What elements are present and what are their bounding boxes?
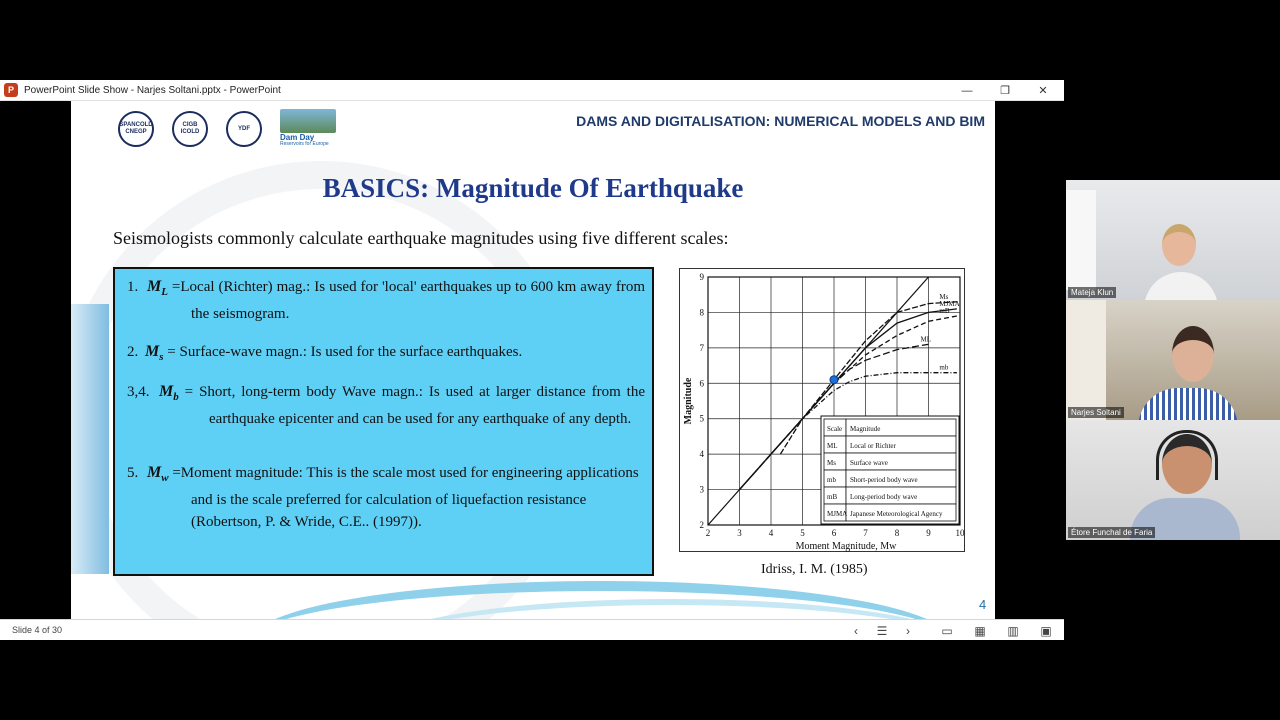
- chart-x-tick-label: 6: [831, 528, 837, 538]
- chart-series-label: mb: [939, 363, 949, 372]
- chart-y-tick-label: 4: [699, 449, 704, 460]
- scale-symbol: $M_L$: [147, 278, 168, 299]
- shelf-background: [1066, 300, 1106, 420]
- chart-y-tick-label: 8: [699, 307, 704, 318]
- slide-subtitle: Seismologists commonly calculate earthquake magnitudes using five different scales:: [113, 228, 729, 248]
- minimize-button[interactable]: —: [961, 84, 973, 97]
- reading-view-button[interactable]: ▥: [1007, 623, 1019, 638]
- scale-text: =Moment magnitude: This is the scale most used for engineering applications and is the scale preferred for calculation of liquefaction resistance (Robertson, P. & Wride, C.E.. (1997)).: [168, 465, 639, 531]
- chart-legend-magnitude: Japanese Meteorological Agency: [850, 510, 943, 518]
- scale-text: = Short, long-term body Wave magn.: Is used at larger distance from the earthquake epicenter and can be used for any earthquake of any depth.: [178, 384, 645, 428]
- powerpoint-window: [0, 80, 1064, 640]
- chart-y-label: Magnitude: [683, 377, 694, 425]
- title-bar: [0, 80, 1064, 101]
- damday-label: Dam Day: [280, 133, 315, 142]
- scale-text: =Local (Richter) mag.: Is used for 'local' earthquakes up to 600 km away from the seismogram.: [167, 279, 645, 323]
- slide-area: [0, 101, 1064, 619]
- chart-series-label: mB: [939, 306, 950, 315]
- chart-cursor-marker: [830, 376, 838, 384]
- logo-spancold: SPANCOLD CNEGP: [118, 111, 154, 147]
- scale-symbol: $M_s$: [145, 343, 164, 364]
- scale-symbol: $M_b$: [159, 383, 179, 404]
- participant-name: Étore Funchal de Faria: [1068, 527, 1155, 538]
- chart-y-tick-label: 5: [699, 413, 704, 424]
- damday-sub: Reservoirs for Europe: [280, 141, 329, 147]
- window-background: [1066, 190, 1096, 290]
- chart-y-tick-label: 7: [699, 342, 704, 353]
- scale-item: [127, 276, 645, 325]
- chart-y-tick-label: 6: [699, 378, 704, 389]
- chart-y-tick-label: 9: [699, 272, 704, 282]
- chart-legend-magnitude: Short-period body wave: [850, 476, 918, 484]
- magnitude-scales-box: [113, 267, 654, 576]
- magnitude-chart: [679, 268, 965, 552]
- restore-button[interactable]: ❐: [1000, 85, 1010, 97]
- scale-item: [127, 381, 645, 430]
- logo-ydf: YDF: [226, 111, 262, 147]
- participant-tile[interactable]: [1066, 180, 1280, 300]
- chart-x-tick-label: 9: [926, 528, 931, 538]
- close-button[interactable]: ✕: [1038, 85, 1048, 97]
- chart-series-label: MJMA: [939, 299, 960, 308]
- chart-x-tick-label: 7: [863, 528, 868, 538]
- damday-image: [280, 109, 336, 133]
- slide-sorter-view-button[interactable]: ▦: [974, 623, 986, 638]
- page-number: 4: [979, 597, 987, 612]
- previous-slide-button[interactable]: ‹: [854, 623, 858, 638]
- chart-legend-scale: mb: [827, 476, 836, 484]
- slide[interactable]: [71, 101, 995, 619]
- window-title: PowerPoint Slide Show - Narjes Soltani.pptx - PowerPoint: [24, 84, 281, 96]
- powerpoint-icon: P: [4, 83, 18, 97]
- chart-x-tick-label: 3: [737, 528, 742, 538]
- chart-legend-magnitude: Surface wave: [850, 459, 888, 467]
- chart-x-tick-label: 8: [894, 528, 900, 538]
- slideshow-menu-button[interactable]: ☰: [876, 623, 888, 638]
- chart-svg: [680, 269, 966, 553]
- scale-number: 5.: [127, 465, 139, 481]
- next-slide-button[interactable]: ›: [906, 623, 910, 638]
- chart-legend-scale: ML: [827, 442, 838, 450]
- participant-video: [1138, 388, 1238, 420]
- logo-damday: [280, 109, 336, 147]
- chart-x-tick-label: 2: [705, 528, 711, 538]
- scale-item: [127, 462, 645, 533]
- scale-number: 2.: [127, 344, 139, 360]
- chart-legend: [821, 416, 959, 524]
- chart-x-tick-label: 10: [955, 528, 965, 538]
- slide-counter: Slide 4 of 30: [12, 625, 63, 635]
- participant-name: Mateja Klun: [1068, 287, 1116, 298]
- status-bar: [0, 619, 1064, 640]
- participant-tile[interactable]: [1066, 300, 1280, 420]
- participant-video: [1162, 224, 1196, 266]
- scale-text: = Surface-wave magn.: Is used for the surface earthquakes.: [163, 344, 523, 360]
- participant-tile[interactable]: [1066, 420, 1280, 540]
- chart-x-tick-label: 4: [768, 528, 774, 538]
- chart-x-label: Moment Magnitude, Mw: [795, 541, 897, 552]
- slide-title: BASICS: Magnitude Of Earthquake: [322, 173, 744, 203]
- accent-bar: [71, 304, 109, 574]
- chart-legend-magnitude: Magnitude: [850, 425, 881, 433]
- chart-x-tick-label: 5: [800, 528, 805, 538]
- participant-name: Narjes Soltani: [1068, 407, 1124, 418]
- participant-video: [1144, 272, 1218, 300]
- chart-legend-magnitude: Local or Richter: [850, 442, 896, 450]
- header-title: DAMS AND DIGITALISATION: NUMERICAL MODELS AND BIM: [576, 113, 985, 129]
- chart-legend-scale: MJMA: [827, 510, 848, 518]
- chart-y-tick-label: 3: [699, 484, 704, 495]
- scale-number: 1.: [127, 279, 139, 295]
- chart-series-label: ML: [920, 335, 931, 344]
- scale-number: 3,4.: [127, 384, 150, 400]
- normal-view-button[interactable]: ▭: [941, 623, 953, 638]
- chart-series-labels: [921, 293, 960, 372]
- chart-caption: Idriss, I. M. (1985): [761, 562, 868, 577]
- chart-series-label: Ms: [939, 292, 949, 301]
- participant-video: [1172, 326, 1214, 382]
- chart-legend-scale: mB: [827, 493, 838, 501]
- slideshow-view-button[interactable]: ▣: [1040, 623, 1052, 638]
- chart-legend-scale: Ms: [827, 459, 836, 467]
- chart-y-tick-label: 2: [699, 520, 704, 530]
- headset-icon: [1156, 430, 1218, 480]
- logo-icold: CIGB ICOLD: [172, 111, 208, 147]
- scale-item: [127, 341, 645, 368]
- chart-legend-magnitude: Long-period body wave: [850, 493, 918, 501]
- chart-legend-scale: Scale: [827, 425, 843, 433]
- scale-symbol: $M_w$: [147, 464, 169, 485]
